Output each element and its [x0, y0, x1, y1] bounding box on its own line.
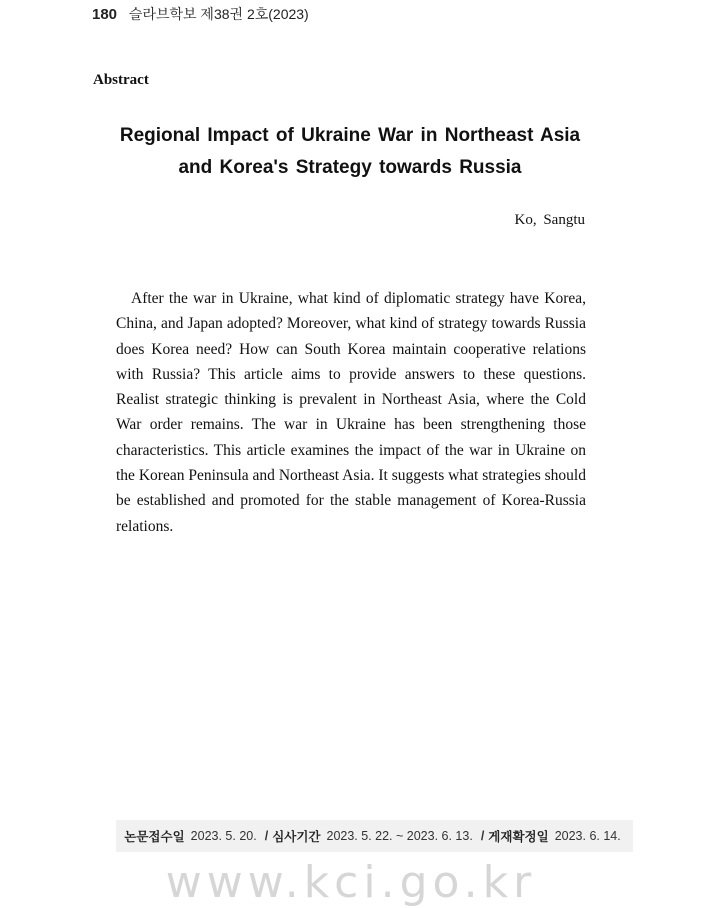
separator: /: [264, 829, 269, 843]
accepted-label: 게재확정일: [488, 830, 549, 844]
submission-dates-bar: [116, 820, 633, 852]
author-name: Ko, Sangtu: [514, 212, 585, 228]
review-label: 심사기간: [272, 830, 321, 844]
title-line-2: and Korea's Strategy towards Russia: [178, 157, 522, 178]
abstract-heading: Abstract: [93, 72, 149, 88]
accepted-date: 2023. 6. 14.: [554, 829, 621, 843]
journal-name: 슬라브학보 제38권 2호(2023): [128, 6, 309, 22]
title-line-1: Regional Impact of Ukraine War in Northeast Asia: [119, 125, 581, 146]
article-title: [110, 120, 590, 184]
abstract-body: After the war in Ukraine, what kind of diplomatic strategy have Korea, China, and Japan adopted? Moreover, what kind of strategy towards Russia does Korea need? How can South Korea maintain cooperative relations with Russia? This article aims to provide answers to these questions. Realist strategic thinking is prevalent in Northeast Asia, where the Cold War order remains. The war in Ukraine has been strengthening those characteristics. This article examines the impact of the war in Ukraine on the Korean Peninsula and Northeast Asia. It suggests what strategies should be established and promoted for the stable management of Korea-Russia relations.: [116, 290, 586, 535]
running-header: [92, 4, 309, 24]
watermark: www.kci.go.kr: [165, 857, 537, 908]
review-period: 2023. 5. 22. ~ 2023. 6. 13.: [326, 829, 473, 843]
received-label: 논문접수일: [124, 830, 185, 844]
received-date: 2023. 5. 20.: [190, 829, 257, 843]
separator: /: [480, 829, 485, 843]
page-number: 180: [92, 6, 118, 23]
